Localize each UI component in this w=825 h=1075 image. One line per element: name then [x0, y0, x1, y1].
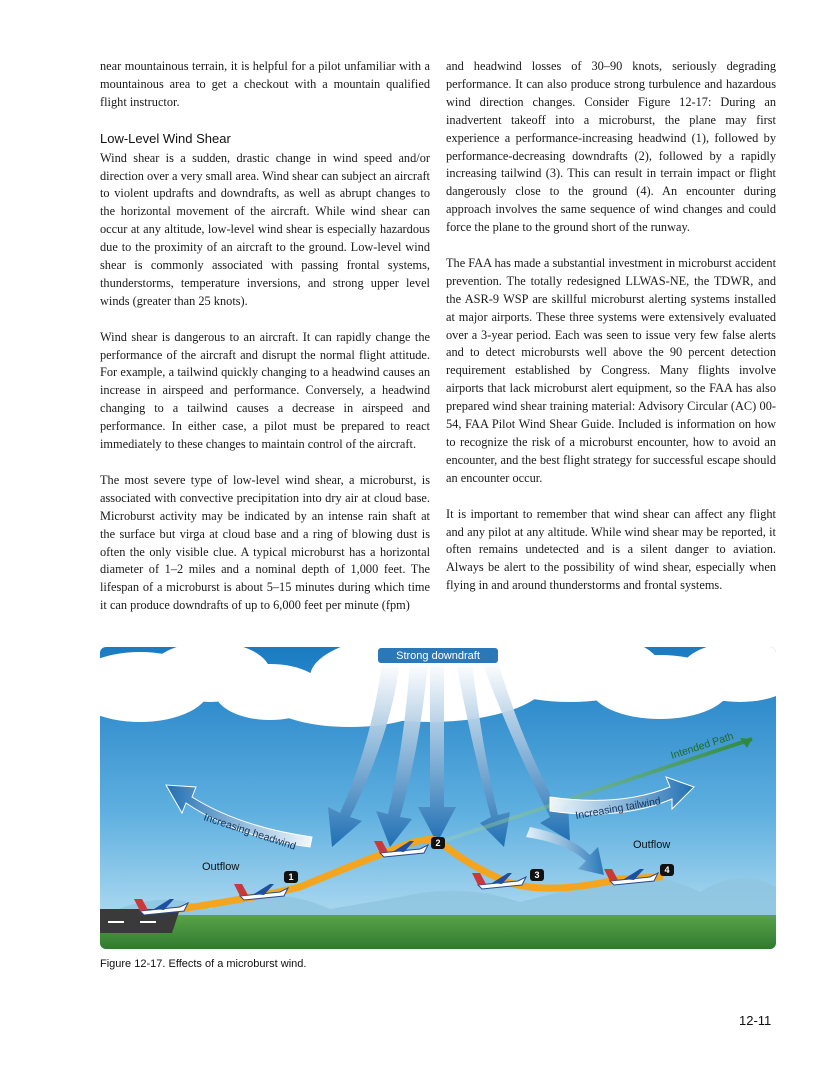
caption-label: Figure 12-17.: [100, 958, 166, 970]
paragraph: near mountainous terrain, it is helpful for a pilot unfamiliar with a mountainous area to get a checkout with a mountain qualified flight instructor.: [100, 59, 430, 109]
outflow-label-right: Outflow: [633, 839, 671, 851]
marker-2: 2: [435, 838, 441, 848]
marker-3: 3: [534, 870, 540, 880]
headwind-label: Increasing headwind: [202, 811, 298, 853]
downdraft-label: Strong downdraft: [396, 650, 480, 662]
outflow-label-left: Outflow: [202, 861, 240, 873]
right-column: [446, 58, 776, 613]
figure-caption: [100, 958, 306, 970]
paragraph: The most severe type of low-level wind shear, a microburst, is associated with convective precipitation into dry air at cloud base. Microburst activity may be indicated by an intense rain shaft at the surface but virga at cloud base and a ring of blowing dust is often the only visible clue. A typical microburst has a horizontal diameter of 1–2 miles and a nominal depth of 1,000 feet. The lifespan of a microburst is about 5–15 minutes during which time it can produce downdrafts of up to 6,000 feet per minute (fpm): [100, 472, 430, 613]
microburst-illustration: [100, 647, 776, 949]
paragraph: It is important to remember that wind shear can affect any flight and any pilot at any altitude. While wind shear may be reported, it often remains undetected and is a silent danger to aviation. Always be alert to the possibility of wind shear, especially when flying in and around thunderstorms and frontal systems.: [446, 506, 776, 593]
section-heading: Low-Level Wind Shear: [100, 130, 231, 146]
marker-1: 1: [288, 872, 294, 882]
microburst-figure: [100, 647, 776, 949]
tailwind-label: Increasing tailwind: [574, 795, 662, 822]
page-number: 12-11: [739, 1013, 772, 1028]
ground: [100, 915, 776, 949]
paragraph: Wind shear is dangerous to an aircraft. It can rapidly change the performance of the aircraft and disrupt the normal flight attitude. For example, a tailwind quickly changing to a headwind causes an increase in airspeed and performance. Conversely, a headwind changing to a tailwind causes a decrease in airspeed and performance. In either case, a pilot must be prepared to react immediately to these changes to maintain control of the aircraft.: [100, 329, 430, 452]
marker-4: 4: [664, 865, 670, 875]
paragraph: Wind shear is a sudden, drastic change in wind speed and/or direction over a very small area. Wind shear can subject an aircraft to violent updrafts and downdrafts, as well as abrupt changes to the horizontal movement of the aircraft. While wind shear can occur at any altitude, low-level wind shear is especially hazardous due to the proximity of an aircraft to the ground. Low-level wind shear is commonly associated with passing frontal systems, thunderstorms, temperature inversions, and strong upper level winds (greater than 25 knots).: [100, 150, 430, 308]
paragraph: and headwind losses of 30–90 knots, seriously degrading performance. It can also produce strong turbulence and hazardous wind direction changes. Consider Figure 12-17: During an inadvertent takeoff into a microburst, the plane may first experience a performance-increasing headwind (1), followed by performance-decreasing downdrafts (2), followed by a rapidly increasing tailwind (3). This can result in terrain impact or flight dangerously close to the ground (4). An encounter during approach involves the same sequence of wind changes and could force the plane to the ground short of the runway.: [446, 59, 776, 235]
left-column: [100, 58, 430, 633]
intended-path-label: Intended Path: [669, 730, 736, 762]
paragraph: The FAA has made a substantial investment in microburst accident prevention. The totally redesigned LLWAS-NE, the TDWR, and the ASR-9 WSP are skillful microburst alerting systems installed at major airports. These three systems were extensively evaluated over a 3-year period. Each was seen to issue very few false alerts and to detect microbursts well above the 90 percent detection requirement established by Congress. Many flights involve airports that lack microburst alert equipment, so the FAA has also prepared wind shear training material: Advisory Circular (AC) 00-54, FAA Pilot Wind Shear Guide. Included is information on how to recognize the risk of a microburst encounter, how to avoid an encounter, and the best flight strategy for successful escape should an encounter occur.: [446, 255, 776, 485]
caption-text: Effects of a microburst wind.: [168, 958, 307, 970]
